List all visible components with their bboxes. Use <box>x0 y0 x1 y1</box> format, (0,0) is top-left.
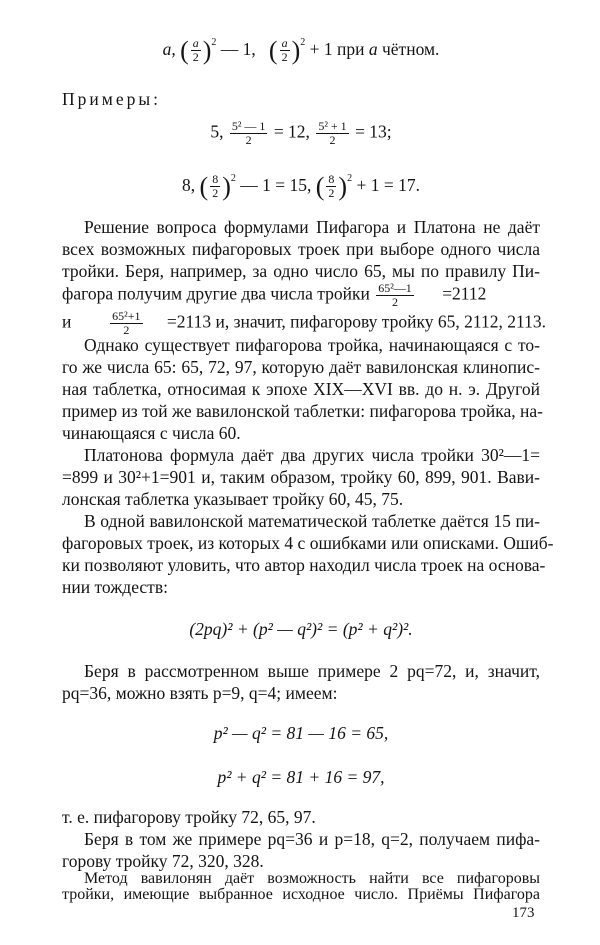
p6-line-1: т. е. пифагорову тройку 72, 65, 97. <box>62 807 316 827</box>
p4-line-4: нии тождеств: <box>62 577 168 597</box>
fraction-65-minus: $\frac{\text{65²—1}}{2}$ <box>378 281 412 309</box>
p3-line-2: =899 и 30²+1=901 и, таким образом, тройку 60, 899, 901. Вави- <box>62 467 540 487</box>
p7-line-2: тройки, имеющие выбранное исходное число. Приёмы Пифагора <box>62 886 540 903</box>
p2-line-4: пример из той же вавилонской таблетки: пифагорова тройка, на- <box>62 401 543 421</box>
p1-line-4: фагора получим другие два числа тройки $\frac{\text{65²—1}}{2}$ =2112 <box>62 281 487 309</box>
example-formula-5: 5, $\frac{\text{5² — 1}}{2}$ = 12, $\frac{\text{5² + 1}}{2}$ = 13; <box>210 119 392 147</box>
examples-heading: Примеры: <box>62 89 161 109</box>
p2-line-1: Однако существует пифагорова тройка, начинающаяся с то- <box>84 335 540 355</box>
p6-line-3: горову тройку 72, 320, 328. <box>62 851 264 871</box>
p7-line-1: Метод вавилонян даёт возможность найти все пифагоровы <box>84 870 540 887</box>
equation-difference: p² — q² = 81 — 16 = 65, <box>213 723 389 743</box>
formula-top: a, ( $\frac{a}{2}$ )$^2$ — 1, ( $\frac{a}{2}$ )$^2$ + 1 при a чётном. <box>162 35 440 65</box>
p2-line-3: ная таблетка, относимая к эпохе XIX—XVI вв. до н. э. Другой <box>62 379 540 399</box>
example-formula-8: 8, ( $\frac{8}{2}$ )$^2$ — 1 = 15, ( $\frac{8}{2}$ )$^2$ + 1 = 17. <box>182 171 420 201</box>
p4-line-3: ки позволяют уловить, что автор находил числа троек на основа- <box>62 555 546 575</box>
p5-line-1: Беря в рассмотренном выше примере 2 pq=72, и, значит, <box>84 661 540 681</box>
page-number: 173 <box>512 905 535 921</box>
p1-line-3: тройки. Беря, например, за одно число 65, мы по правилу Пи- <box>62 261 540 281</box>
p4-line-1: В одной вавилонской математической таблетке даётся 15 пи- <box>84 511 540 531</box>
p1-line-5: и $\frac{\text{65²+1}}{2}$ =2113 и, значит, пифагорову тройку 65, 2112, 2113. <box>62 309 546 337</box>
p3-line-1: Платонова формула даёт два других числа тройки 30²—1= <box>84 445 540 465</box>
fraction-65-plus: $\frac{\text{65²+1}}{2}$ <box>112 309 141 337</box>
p1-line-2: всех возможных пифагоровых троек при выборе одного числа <box>62 239 540 259</box>
equation-sum: p² + q² = 81 + 16 = 97, <box>217 767 385 787</box>
identity-formula: (2pq)² + (p² — q²)² = (p² + q²)². <box>189 619 413 639</box>
p3-line-3: лонская таблетка указывает тройку 60, 45, 75. <box>62 489 404 509</box>
p2-line-5: чинающаяся с числа 60. <box>62 423 241 443</box>
p6-line-2: Беря в том же примере pq=36 и p=18, q=2, получаем пифа- <box>84 829 540 849</box>
p2-line-2: го же числа 65: 65, 72, 97, которую даёт вавилонская клинопис- <box>62 357 540 377</box>
p4-line-2: фагоровых троек, из которых 4 с ошибками или описками. Ошиб- <box>62 533 554 553</box>
fraction-a-over-2-b: $\frac{a}{2}$ <box>281 36 288 65</box>
p5-line-2: pq=36, можно взять p=9, q=4; имеем: <box>62 683 338 703</box>
fraction-a-over-2: $\frac{a}{2}$ <box>192 36 199 65</box>
p1-line-1: Решение вопроса формулами Пифагора и Платона не даёт <box>84 217 540 237</box>
